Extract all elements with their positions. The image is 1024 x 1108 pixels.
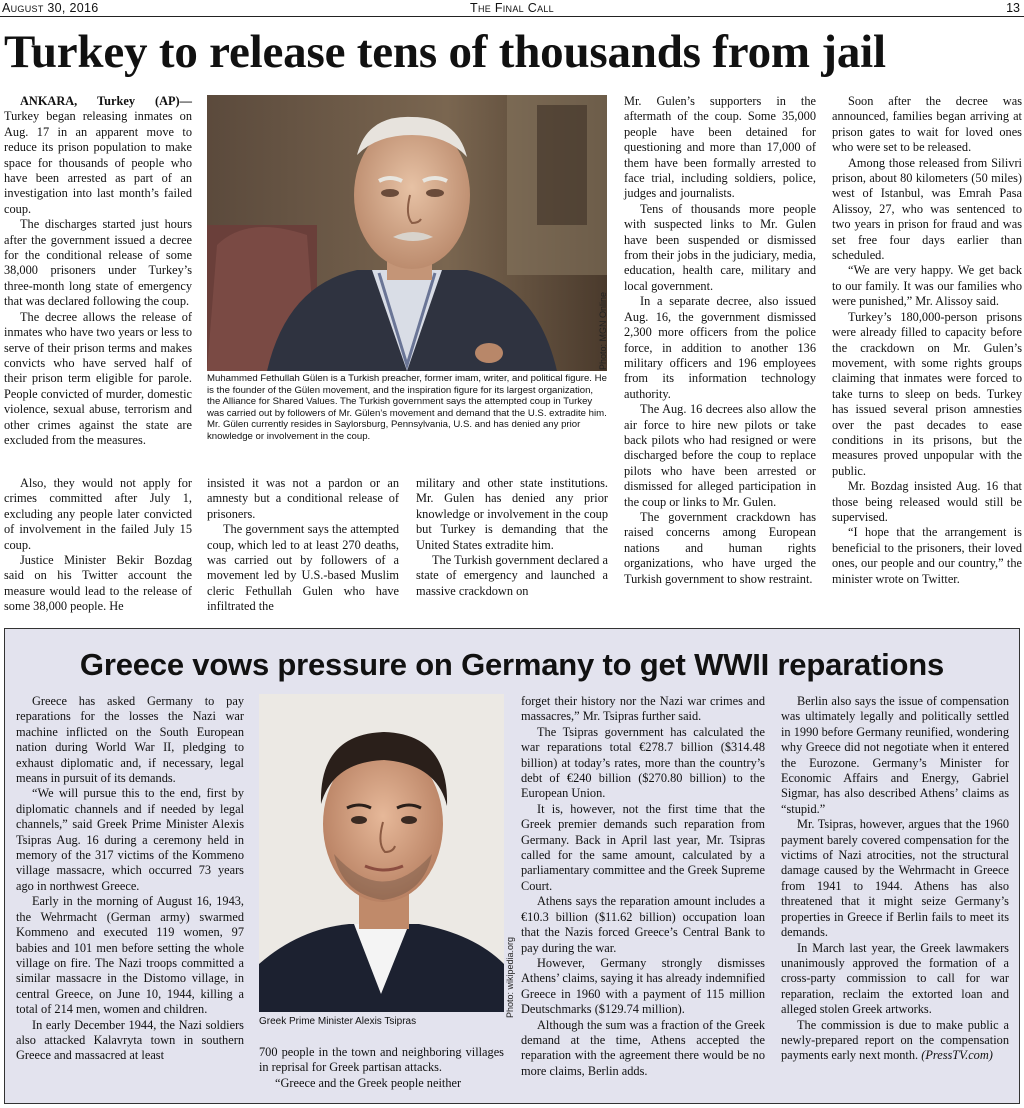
article1-paragraph: The decree allows the release of inmates who have two years or less to serve of their prison terms and makes convicts who have served half of their prison term eligible for parole. People convicted of murder, domestic violence, sexual abuse, terrorism and other crimes against the state are excluded from the measures. [4, 309, 192, 447]
article2-paragraph: In March last year, the Greek lawmakers unanimously approved the formation of a cross-party commission to call for war reparation, reclaim the extorted loan and alleged stolen Greek artworks. [781, 940, 1009, 1017]
newspaper-page: August 30, 2016 The Final Call 13 Turkey to release tens of thousands from jail ANKARA, Turkey (AP)— Turkey began releasing inmates on Aug. 17 in an apparent move to reduce its prison population to make space for thousands of people who have been arrested as part of an investigation into last month’s failed coup. The discharges started just hours after the government issued a decree for the conditional release of some 38,000 prisoners under Turkey’s three-month long state of emergency that was declared following the coup. The decree allows the release of inmates who have two years or less to serve of their prison terms and makes convicts who have served half of their prison term eligible for parole. People convicted of murder, domestic violence, sexual abuse, terrorism and other crimes against the state are excluded from the measures. Also, they would not apply for crimes committed after July 1, excluding any people later convicted of involvement in the failed July 15 coup. Justice Minister Bekir Bozdag said on his Twitter account the measure would lead to the release of some 38,000 people. He Photo: MGN Online Muhammed Fethullah Gülen is a Turkish preacher, former imam, writer, and political figure. He is the founder of the Gülen movement, and the inspiration figure for its largest organization, the Alliance for Shared Values. The Turkish government says the attempted coup in Turkey was carried out by followers of Mr. Gülen’s movement and demand that the U.S. extradite him. Mr. Gülen currently resides in Saylorsburg, Pennsylvania, U.S. and has denied any prior knowledge or involvement in the coup. insisted it was not a pardon or an amnesty but a conditional release of prisoners. The government says the attempted coup, which led to at least 270 deaths, was carried out by followers of a movement led by U.S.-based Muslim cleric Fethullah Gulen who have infiltrated the military and other state institutions. Mr. Gulen has denied any prior knowledge or involvement in the coup but Turkey is demanding that the United States extradite him. The Turkish government declared a state of emergency and launched a massive crackdown on Mr. Gulen’s supporters in the aftermath of the coup. Some 35,000 people have been detained for questioning and more than 17,000 of them have been formally arrested to face trial, including soldiers, police, judges and journalists. Tens of thousands more people with suspected links to Mr. Gulen have been suspended or dismissed from their jobs in the judiciary, media, education, health care, military and local government. In a separate decree, also issued Aug. 16, the government dismissed 2,300 more officers from the police force, in addition to another 136 military officers and 196 employees from its information technology authority. The Aug. 16 decrees also allow the air force to hire new pilots or take back pilots who had resigned or were discharged before the coup to replace pilots who have been arrested or dismissed for alleged participation in the coup or links to Mr. Gulen. The government crackdown has raised concerns among European nations and human rights organizations, who have urged the Turkish government to show restraint. Soon after the decree was announced, families began arriving at prison gates to wait for loved ones who were set to be released. Among those released from Silivri prison, about 80 kilometers (50 miles) west of Istanbul, was Emrah Pasa Alissoy, 27, who was sentenced to two years in prison for fraud and was set free four days earlier than scheduled. “We are very happy. We get back to our family. It was our families who were punished,” Mr. Alissoy said. Turkey’s 180,000-person prisons were already filled to capacity before the crackdown on Mr. Gulen’s movement, with some rights groups claiming that inmates were forced to take turns to sleep on beds. Turkey has issued several prison amnesties over the past decades to ease conditions in its prisons, but the measures proved unpopular with the public. Mr. Bozdag insisted Aug. 16 that those being released would still be supervised. “I hope that the arrangement is beneficial to the prisoners, their loved ones, our people and our country,” the minister wrote on Twitter. Greece vows pressure on Germany to get WWII reparations Greece has asked Germany to pay reparations for the losses the Nazi war machine inflicted on the South European nation during World War II, pledging to exhaust diplomatic and, if necessary, legal means in pursuit of its demands. “We will pursue this to the end, first by diplomatic channels and if needed by legal channels,” said Greek Prime Minister Alexis Tsipras Aug. 16 during a ceremony held in memory of the 317 victims of the Kommeno village massacre, which occurred 73 years ago in northwest Greece. Early in the morning of August 16, 1943, the Wehrmacht (German army) swarmed Kommeno and executed 119 women, 97 babies and 101 men before setting the whole village on fire. The Nazi troops committed a similar massacre in the Distomo village, in central Greece, on June 10, 1944, killing a total of 214 men, women and children. In early December 1944, the Nazi soldiers also attacked Kalavryta town in southern Greece and massacred at least Photo: wikipedia.org Greek Prime Minister Alexis Tsipras 700 people in the town and neighboring villages in reprisal for Greek partisan attacks. “Greece and the Greek people neither forget their history nor the Nazi war crimes and massacres,” Mr. Tsipras further said. The Tsipras government has calculated the war reparations total €278.7 billion ($314.48 billion) at today’s rates, more than the country’s debt of €240 billion ($270.80 billion) to the European Union. It is, however, not the first time that the Greek premier demands such reparation from Germany. Back in April last year, Mr. Tsipras called for the same amount, calculated by a parliamentary committee and the Greek Supreme Court. Athens says the reparation amount includes a €10.3 billion ($11.62 billion) occupation loan that the Nazis forced Greece’s Central Bank to pay during the war. However, Germany strongly dismisses Athens’ claims, saying it has already indemnified Greece in 1960 with a payment of 115 million Deutschmarks ($129.74 million). Although the sum was a fraction of the Greek demand at the time, Athens accepted the reparation with the agreement there would be no more claims, Berlin adds. Berlin also says the issue of compensation was ultimately legally and politically settled in 1990 before Germany reunified, wondering why Greece did not negotiate when it entered the Eurozone. Germany’s Minister for Economic Affairs and Energy, Gabriel Sigmar, has also described Athens’ claims as “stupid.” Mr. Tsipras, however, argues that the 1960 payment barely covered compensation for the victims of Nazi atrocities, not the structural damage caused by the Wehrmacht in Greece from 1941 to 1944. Athens has also threatened that it might seize Germany’s properties in Greece if Berlin fails to meet its demands. In March last year, the Greek lawmakers unanimously approved the formation of a cross-party commission to call for war reparation, reclaim the extorted loan and alleged stolen Greek artworks. The commission is due to make public a newly-prepared report on the compensation payments early next month. (PressTV.com) [0, 0, 1024, 1108]
article1-paragraph: Tens of thousands more people with suspected links to Mr. Gulen have been suspended or dismissed from their jobs in the judiciary, media, education, health care, military and local government. [624, 201, 816, 293]
folio-page-number: 13 [1006, 1, 1020, 15]
tsipras-portrait-illustration [259, 694, 504, 1012]
article1-paragraph: Justice Minister Bekir Bozdag said on his Twitter account the measure would lead to the release of some 38,000 people. He [4, 553, 192, 614]
article2-paragraph: The commission is due to make public a newly-prepared report on the compensation payments early next month. (PressTV.com) [781, 1017, 1009, 1063]
article1-paragraph: The government crackdown has raised concerns among European nations and human rights organizations, who have urged the Turkish government to show restraint. [624, 509, 816, 586]
article1-paragraph: Turkey began releasing inmates on Aug. 17 in an apparent move to reduce its prison population to make space for thousands of people who have been arrested as part of an investigation into last month’s failed coup. [4, 109, 192, 216]
folio-paper-name: The Final Call [470, 1, 554, 15]
article2-headline: Greece vows pressure on Germany to get WWII reparations [79, 647, 945, 682]
article2-source: (PressTV.com) [921, 1048, 993, 1063]
article1-paragraph: The government says the attempted coup, which led to at least 270 deaths, was carried out by followers of a movement led by U.S.-based Muslim cleric Fethullah Gulen who have infiltrated the [207, 522, 399, 614]
gulen-photo-caption: Muhammed Fethullah Gülen is a Turkish preacher, former imam, writer, and political figure. He is the founder of the Gülen movement, and the inspiration figure for its largest organization, the Alliance for Shared Values. The Turkish government says the attempted coup in Turkey was carried out by followers of Mr. Gülen’s movement and demand that the U.S. extradite him. Mr. Gülen currently resides in Saylorsburg, Pennsylvania, U.S. and has denied any prior knowledge or involvement in the coup. [207, 373, 607, 442]
tsipras-photo [259, 694, 504, 1012]
article2-paragraph: “We will pursue this to the end, first by diplomatic channels and if needed by legal channels,” said Greek Prime Minister Alexis Tsipras Aug. 16 during a ceremony held in memory of the 317 victims of the Kommeno village massacre, which occurred 73 years ago in northwest Greece. [16, 786, 244, 893]
folio-rule [0, 16, 1024, 17]
article2-paragraph: In early December 1944, the Nazi soldiers also attacked Kalavryta town in southern Greece and massacred at least [16, 1017, 244, 1063]
article1-column-1b [4, 476, 192, 615]
article2-paragraph: 700 people in the town and neighboring villages in reprisal for Greek partisan attacks. [259, 1045, 504, 1075]
article2-paragraph: The Tsipras government has calculated the war reparations total €278.7 billion ($314.48 billion) at today’s rates, more than the country’s debt of €240 billion ($270.80 billion) to the European Union. [521, 724, 765, 801]
article1-column-4 [624, 94, 816, 587]
article2-paragraph: Although the sum was a fraction of the Greek demand at the time, Athens accepted the reparation with the agreement there would be no more claims, Berlin adds. [521, 1017, 765, 1078]
article2-column-3 [521, 694, 765, 1079]
article1-column-3 [416, 476, 608, 599]
article1-paragraph: Also, they would not apply for crimes committed after July 1, excluding any people later convicted of involvement in the failed July 15 coup. [4, 476, 192, 552]
article1-paragraph: The Aug. 16 decrees also allow the air force to hire new pilots or take back pilots who had resigned or were discharged before the coup to replace pilots who have been arrested or dismissed for alleged participation in the coup or links to Mr. Gulen. [624, 402, 816, 509]
article2-paragraph: Greece has asked Germany to pay reparations for the losses the Nazi war machine inflicted on the South European nation during World War II, pledging to exhaust diplomatic and, if necessary, legal means in pursuit of its demands. [16, 694, 244, 786]
article1-paragraph: insisted it was not a pardon or an amnesty but a conditional release of prisoners. [207, 476, 399, 521]
article2-paragraph: Berlin also says the issue of compensation was ultimately legally and politically settled in 1990 before Germany reunified, wondering why Greece did not negotiate when it entered the Eurozone. Germany’s Minister for Economic Affairs and Energy, Gabriel Sigmar, has also described Athens’ claims as “stupid.” [781, 694, 1009, 816]
article2-paragraph: Early in the morning of August 16, 1943, the Wehrmacht (German army) swarmed Kommeno and executed 119 women, 97 babies and 101 men before setting the whole village on fire. The Nazi troops committed a similar massacre in the Distomo village, in central Greece, on June 10, 1944, killing a total of 214 men, women and children. [16, 894, 244, 1017]
article1-paragraph: Turkey’s 180,000-person prisons were already filled to capacity before the crackdown on Mr. Gulen’s movement, with some rights groups claiming that inmates were forced to take turns to sleep on beds. Turkey has issued several prison amnesties over the past decades to ease conditions in its prisons, but the measures proved unpopular with the public. [832, 309, 1022, 478]
article1-paragraph: military and other state institutions. Mr. Gulen has denied any prior knowledge or involvement in the coup but Turkey is demanding that the United States extradite him. [416, 476, 608, 552]
article1-paragraph: Mr. Gulen’s supporters in the aftermath of the coup. Some 35,000 people have been detained for questioning and more than 17,000 of them have been formally arrested to face trial, including soldiers, police, judges and journalists. [624, 94, 816, 201]
article1-paragraph: Soon after the decree was announced, families began arriving at prison gates to wait for loved ones who were set to be released. [832, 94, 1022, 155]
article1-column-5 [832, 94, 1022, 587]
article1-column-2 [207, 476, 399, 615]
article2-column-4 [781, 694, 1009, 1064]
article1-paragraph: The discharges started just hours after the government issued a decree for the conditional release of some 38,000 prisoners under Turkey’s three-month long state of emergency that was declared following the coup. [4, 217, 192, 309]
article1-headline: Turkey to release tens of thousands from jail [4, 26, 886, 78]
article2-column-2 [259, 1045, 504, 1091]
article1-column-1 [4, 94, 192, 448]
article1-paragraph: “I hope that the arrangement is beneficial to the prisoners, their loved ones, our people and our country,” the minister wrote on Twitter. [832, 525, 1022, 586]
gulen-portrait-illustration [207, 95, 607, 371]
article2-paragraph: Mr. Tsipras, however, argues that the 1960 payment barely covered compensation for the victims of Nazi atrocities, not the structural damage caused by the Wehrmacht in Greece from 1941 to 1944. Athens has also threatened that it might seize Germany’s properties in Greece if Berlin fails to meet its demands. [781, 817, 1009, 940]
article2-paragraph: It is, however, not the first time that the Greek premier demands such reparation from Germany. Back in April last year, Mr. Tsipras called for the same amount, calculated by a parliamentary committee and the Greek Supreme Court. [521, 801, 765, 893]
article1-paragraph: In a separate decree, also issued Aug. 16, the government dismissed 2,300 more officers from the police force, in addition to another 136 military officers and 196 employees from its information technology authority. [624, 294, 816, 401]
article2-column-1 [16, 694, 244, 1064]
article1-paragraph: Mr. Bozdag insisted Aug. 16 that those being released would still be supervised. [832, 479, 1022, 524]
article1-dateline: ANKARA, Turkey (AP)— [20, 94, 192, 108]
article2-paragraph: forget their history nor the Nazi war crimes and massacres,” Mr. Tsipras further said. [521, 694, 765, 724]
article1-paragraph: “We are very happy. We get back to our family. It was our families who were punished,” Mr. Alissoy said. [832, 263, 1022, 309]
article1-paragraph: The Turkish government declared a state of emergency and launched a massive crackdown on [416, 553, 608, 598]
article1-paragraph: Among those released from Silivri prison, about 80 kilometers (50 miles) west of Istanbul, was Emrah Pasa Alissoy, 27, who was sentenced to two years in prison for fraud and was set free four days earlier than scheduled. [832, 155, 1022, 263]
folio [0, 0, 1024, 16]
article2-paragraph: Athens says the reparation amount includes a €10.3 billion ($11.62 billion) occupation loan that the Nazis forced Greece’s Central Bank to pay during the war. [521, 894, 765, 955]
tsipras-photo-caption: Greek Prime Minister Alexis Tsipras [259, 1016, 417, 1027]
folio-date: August 30, 2016 [2, 1, 99, 15]
article2-paragraph: However, Germany strongly dismisses Athens’ claims, saying it has already indemnified Greece in 1960 with a payment of 115 million Deutschmarks ($129.74 million). [521, 955, 765, 1017]
gulen-photo-credit: Photo: MGN Online [598, 291, 608, 370]
gulen-photo [207, 95, 607, 371]
article2-paragraph: “Greece and the Greek people neither [275, 1075, 462, 1090]
